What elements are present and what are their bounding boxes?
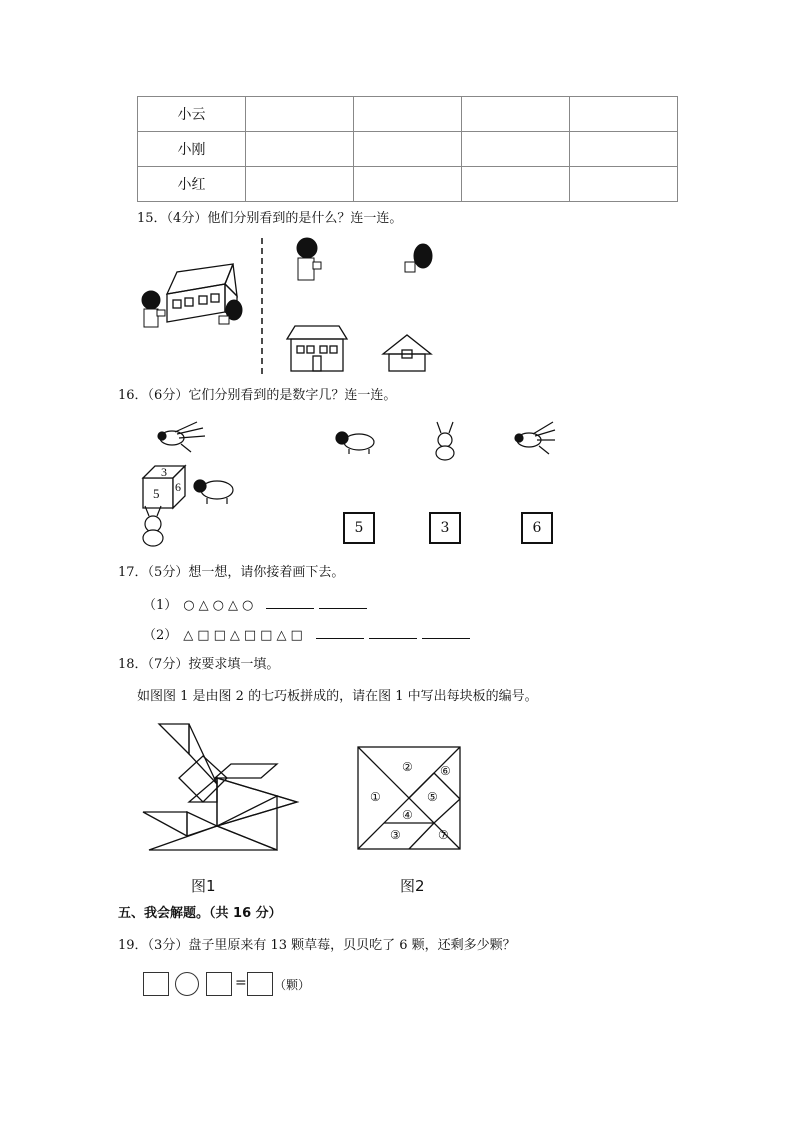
square-symbol: □ bbox=[290, 628, 303, 643]
pattern-row-1: （1） ○ △ ○ △ ○ bbox=[143, 596, 367, 614]
name-cell: 小红 bbox=[138, 167, 246, 202]
table-row bbox=[138, 167, 678, 202]
tangram-figure-1 bbox=[137, 716, 307, 872]
table-row bbox=[138, 97, 678, 132]
piece-label-4: ④ bbox=[402, 808, 413, 822]
answer-blank[interactable] bbox=[319, 596, 367, 609]
square-symbol: □ bbox=[243, 628, 257, 643]
question-19: 19．（3分）盘子里原来有 13 颗草莓，贝贝吃了 6 颗，还剩多少颗？ bbox=[118, 938, 516, 953]
piece-label-2: ② bbox=[402, 760, 413, 774]
square-symbol: □ bbox=[213, 628, 226, 643]
answer-box-3: 3 bbox=[429, 512, 461, 544]
piece-label-6: ⑥ bbox=[440, 764, 451, 778]
q15-figure bbox=[137, 234, 435, 376]
piece-label-5: ⑤ bbox=[427, 790, 438, 804]
answer-blank[interactable] bbox=[422, 626, 470, 639]
square-symbol: □ bbox=[197, 628, 210, 643]
pattern-row-2: （2） △ □ □ △ □ □ △ □ bbox=[143, 626, 470, 644]
unit-label: （颗） bbox=[274, 978, 311, 992]
answer-box-5: 5 bbox=[343, 512, 375, 544]
figure-1-caption: 图1 bbox=[191, 877, 216, 895]
cube-top-face: 3 bbox=[161, 465, 167, 479]
question-16: 16．（6分）它们分别看到的是数字几？连一连。 bbox=[118, 388, 397, 403]
answer-box-result[interactable] bbox=[247, 972, 273, 996]
bird-icon bbox=[158, 422, 205, 452]
name-table bbox=[137, 96, 678, 202]
answer-blank[interactable] bbox=[369, 626, 417, 639]
piece-label-3: ③ bbox=[390, 828, 401, 842]
sheep-icon bbox=[336, 432, 374, 454]
section-5-title: 五、我会解题。（共 16 分） bbox=[118, 906, 282, 921]
rabbit-icon bbox=[143, 506, 163, 546]
name-cell: 小云 bbox=[138, 97, 246, 132]
house-front-icon bbox=[287, 326, 347, 371]
equals-sign: = bbox=[235, 975, 247, 991]
question-15: 15．（4分）他们分别看到的是什么？连一连。 bbox=[137, 211, 403, 226]
triangle-symbol: △ bbox=[183, 628, 194, 643]
circle-symbol: ○ bbox=[212, 598, 224, 613]
question-17: 17．（5分）想一想，请你接着画下去。 bbox=[118, 565, 345, 580]
figure-2-caption: 图2 bbox=[400, 877, 425, 895]
boy-icon bbox=[297, 238, 321, 280]
triangle-symbol: △ bbox=[198, 598, 209, 613]
answer-box-6: 6 bbox=[521, 512, 553, 544]
cube-front-face: 5 bbox=[153, 486, 160, 501]
rabbit-icon bbox=[436, 422, 454, 460]
question-18: 18．（7分）按要求填一填。 bbox=[118, 657, 280, 672]
triangle-symbol: △ bbox=[229, 628, 240, 643]
piece-label-7: ⑦ bbox=[438, 828, 449, 842]
answer-blank[interactable] bbox=[266, 596, 314, 609]
house-side-icon bbox=[383, 335, 431, 371]
cube-icon bbox=[143, 465, 185, 508]
circle-symbol: ○ bbox=[183, 598, 195, 613]
square-symbol: □ bbox=[260, 628, 273, 643]
answer-box-first-number[interactable] bbox=[143, 972, 169, 996]
triangle-symbol: △ bbox=[276, 628, 287, 643]
piece-label-1: ① bbox=[370, 790, 381, 804]
sheep-icon bbox=[194, 480, 233, 504]
answer-box-second-number[interactable] bbox=[206, 972, 232, 996]
table-row bbox=[138, 132, 678, 167]
name-cell: 小刚 bbox=[138, 132, 246, 167]
girl-icon bbox=[405, 244, 432, 272]
bird-icon bbox=[515, 422, 555, 454]
boy-icon bbox=[142, 291, 165, 327]
question-18-instruction: 如图图 1 是由图 2 的七巧板拼成的，请在图 1 中写出每块板的编号。 bbox=[137, 689, 538, 704]
cube-side-face: 6 bbox=[175, 480, 181, 494]
triangle-symbol: △ bbox=[227, 598, 238, 613]
tangram-figure-2 bbox=[356, 745, 462, 851]
circle-symbol: ○ bbox=[241, 598, 254, 613]
answer-blank[interactable] bbox=[316, 626, 364, 639]
operator-circle[interactable] bbox=[175, 972, 199, 996]
